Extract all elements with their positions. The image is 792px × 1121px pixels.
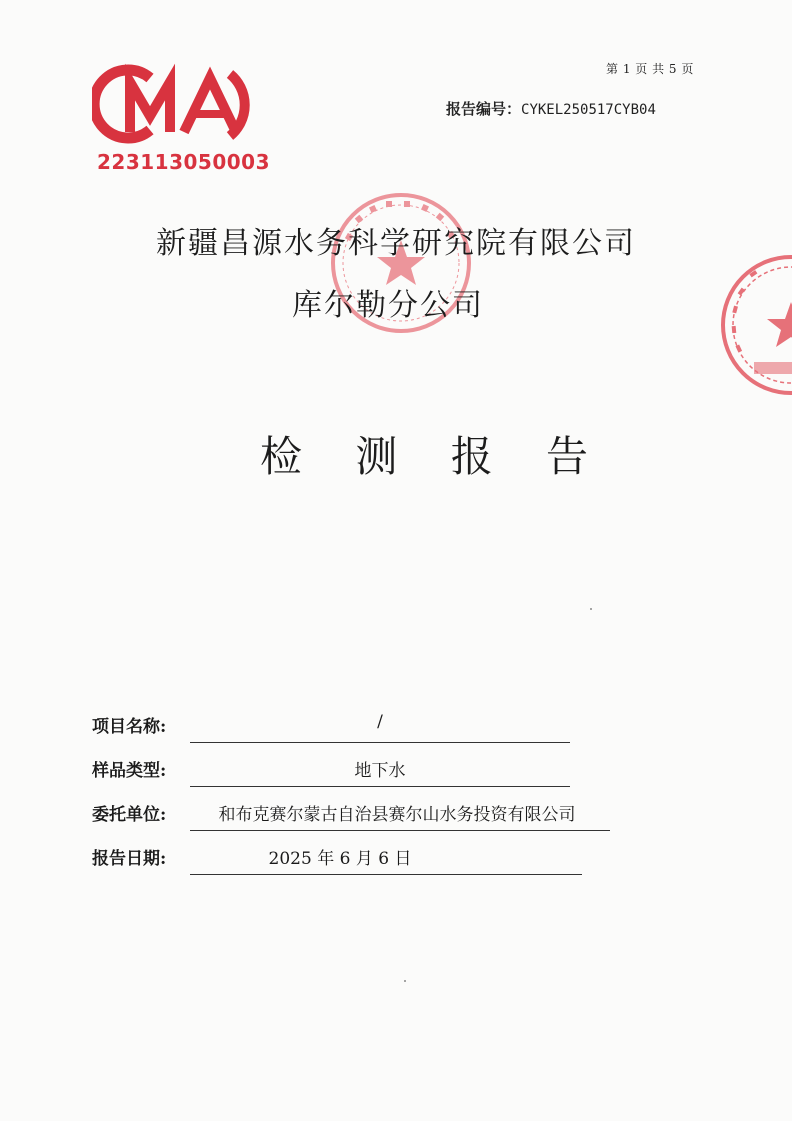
- scan-speck: [404, 980, 406, 982]
- underline: [190, 742, 570, 743]
- report-number-value: CYKEL250517CYB04: [521, 102, 656, 118]
- inspection-seal: [716, 250, 792, 400]
- underline: [190, 830, 610, 831]
- document-title: 检 测 报 告: [260, 432, 609, 481]
- field-client: [92, 800, 632, 844]
- cma-certificate-number: 223113050003: [97, 150, 270, 174]
- field-report-date: [92, 844, 632, 888]
- field-label: 项目名称:: [92, 717, 167, 737]
- report-info-fields: [92, 712, 632, 888]
- underline: [190, 874, 582, 875]
- underline: [190, 786, 570, 787]
- field-label: 委托单位:: [92, 805, 167, 825]
- scan-speck: [590, 608, 592, 610]
- field-value: 地下水: [354, 761, 406, 781]
- field-sample-type: [92, 756, 632, 800]
- field-value: 2025 年 6 月 6 日: [268, 849, 412, 869]
- field-value: /: [377, 712, 383, 732]
- field-value: 和布克赛尔蒙古自治县赛尔山水务投资有限公司: [218, 805, 576, 825]
- field-label: 样品类型:: [92, 761, 167, 781]
- organization-name: 新疆昌源水务科学研究院有限公司: [156, 226, 636, 261]
- field-project-name: [92, 712, 632, 756]
- page-number: 第 1 页 共 5 页: [606, 62, 694, 76]
- report-number-label: 报告编号：: [446, 100, 522, 118]
- field-label: 报告日期:: [92, 849, 167, 869]
- organization-branch: 库尔勒分公司: [292, 288, 484, 323]
- report-number: [446, 98, 656, 119]
